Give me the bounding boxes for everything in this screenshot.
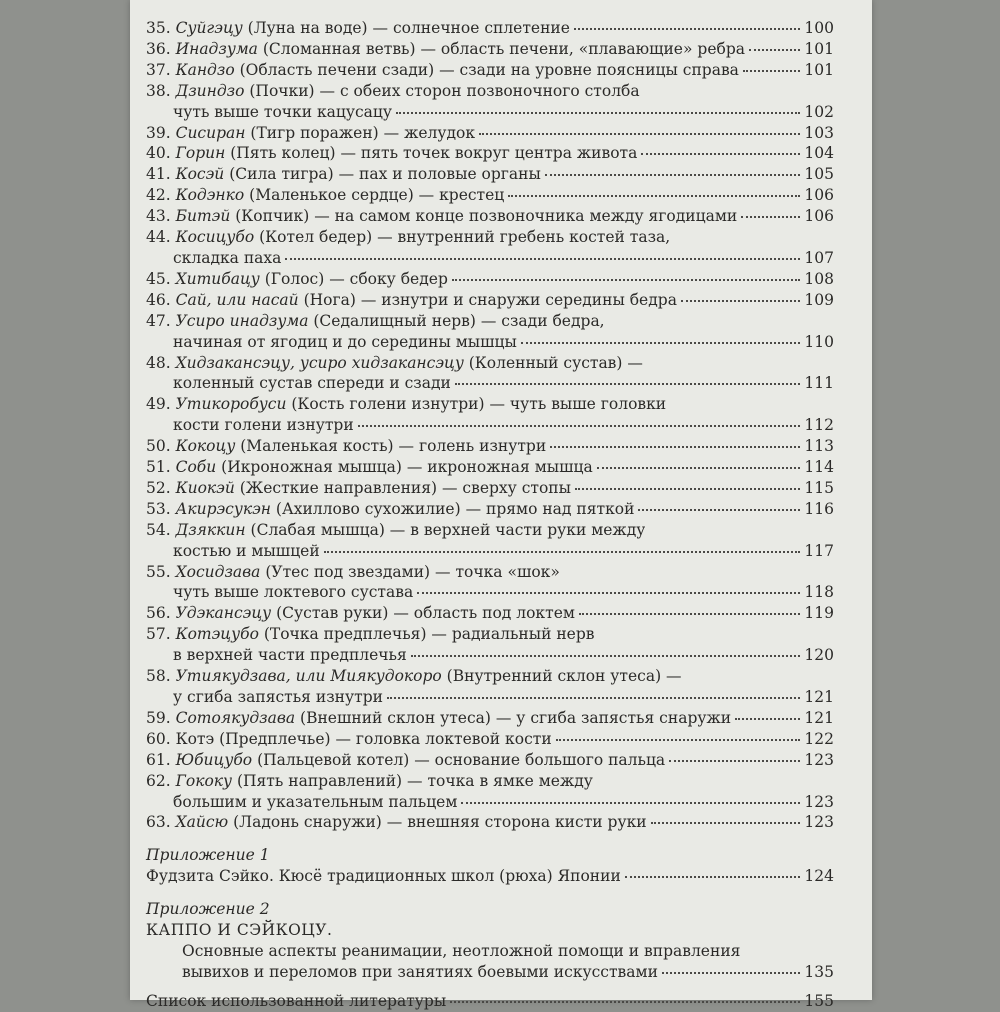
toc-entry	[146, 311, 834, 353]
entry-page: 102	[804, 102, 834, 121]
toc-entry	[146, 771, 834, 813]
entry-term: Усиро инадзума	[175, 311, 309, 330]
toc-entry	[146, 499, 834, 520]
entry-page: 121	[804, 708, 834, 727]
entry-description: (Слабая мышца) — в верхней части руки между	[245, 520, 646, 539]
dot-leader	[735, 717, 800, 720]
appendix-2-line-1: Основные аспекты реанимации, неотложной помощи и вправления	[182, 941, 741, 960]
toc-entry-text	[146, 812, 647, 833]
entry-page: 103	[804, 123, 834, 142]
toc-entry-line	[146, 457, 834, 478]
entry-description: (Седалищный нерв) — сзади бедра,	[308, 311, 605, 330]
toc-entry	[146, 603, 834, 624]
dot-leader	[358, 424, 800, 427]
entry-number: 44.	[146, 228, 171, 247]
entry-page: 112	[804, 416, 834, 435]
entry-number: 53.	[146, 499, 171, 518]
toc-entry-line	[146, 290, 834, 311]
toc-entry	[146, 394, 834, 436]
toc-entry-text	[146, 353, 643, 374]
entry-number: 40.	[146, 144, 171, 163]
toc-entry	[146, 206, 834, 227]
toc-entry-text	[146, 60, 739, 81]
toc-entry-text	[146, 18, 570, 39]
dot-leader	[743, 69, 800, 72]
entry-description: (Жесткие направления) — сверху стопы	[234, 478, 571, 497]
toc-entry-continuation	[146, 332, 834, 353]
literature-text: Список использованной литературы	[146, 991, 447, 1010]
entry-number: 58.	[146, 667, 171, 686]
entry-term: Косэй	[175, 165, 225, 184]
entry-page: 123	[804, 813, 834, 832]
appendix-1-title: Приложение 1	[146, 846, 270, 865]
entry-number: 37.	[146, 60, 171, 79]
entry-description: (Внешний склон утеса) — у сгиба запястья снаружи	[295, 708, 732, 727]
entry-page: 121	[804, 688, 834, 706]
dot-leader	[452, 278, 800, 281]
entry-term: Инадзума	[175, 39, 258, 58]
toc-entry-continuation	[146, 687, 834, 708]
entry-continuation: чуть выше локтевого сустава	[173, 583, 414, 602]
entry-number: 45.	[146, 269, 171, 288]
toc-entry-line	[146, 39, 834, 60]
appendix-1-page: 124	[804, 867, 834, 886]
entry-page: 105	[804, 165, 834, 184]
toc-entry-text	[146, 394, 666, 415]
toc-entry	[146, 123, 834, 144]
dot-leader	[479, 132, 800, 135]
dot-leader	[387, 696, 800, 699]
entry-description: Котэ (Предплечье) — головка локтевой кости	[175, 729, 552, 748]
entry-description: (Маленькая кость) — голень изнутри	[235, 437, 547, 456]
literature-line	[146, 991, 834, 1012]
literature-page: 155	[804, 991, 834, 1010]
entry-description: (Икроножная мышца) — икроножная мышца	[216, 458, 593, 477]
entry-term: Удэкансэцу	[175, 604, 272, 623]
appendix-1	[146, 845, 834, 887]
toc-entry-text	[146, 185, 504, 206]
toc-entry-line	[146, 123, 834, 144]
dot-leader	[662, 971, 800, 974]
entry-term: Дзиндзо	[175, 81, 245, 100]
toc-entry-line	[146, 812, 834, 833]
entry-page: 106	[804, 186, 834, 205]
toc-entry-line	[146, 81, 834, 102]
toc-entry-line	[146, 394, 834, 415]
toc-entry	[146, 143, 834, 164]
entry-continuation: складка паха	[173, 248, 282, 267]
entry-number: 48.	[146, 353, 171, 372]
entry-term: Утиякудзава, или Миякудокоро	[175, 667, 442, 686]
entry-number: 59.	[146, 708, 171, 727]
toc-entry-line	[146, 227, 834, 248]
toc-entry-text	[146, 603, 575, 624]
entry-continuation: у сгиба запястья изнутри	[173, 688, 383, 706]
toc-entry-text	[146, 143, 637, 164]
entry-number: 46.	[146, 290, 171, 309]
toc-entry-continuation	[146, 415, 834, 436]
toc-entry	[146, 624, 834, 666]
entry-continuation: чуть выше точки кацусацу	[173, 102, 393, 121]
entry-number: 49.	[146, 395, 171, 414]
entry-description: (Кость голени изнутри) — чуть выше головки	[286, 395, 667, 414]
entry-page: 108	[804, 269, 834, 288]
dot-leader	[669, 759, 800, 762]
toc-entry-line	[146, 708, 834, 729]
entry-number: 41.	[146, 165, 171, 184]
toc-entry-line	[146, 603, 834, 624]
entry-term: Хосидзава	[175, 562, 261, 581]
entry-number: 51.	[146, 458, 171, 477]
toc-entry	[146, 750, 834, 771]
toc-entry-line	[146, 520, 834, 541]
toc-entry-continuation	[146, 582, 834, 603]
toc-entry-line	[146, 353, 834, 374]
dot-leader	[597, 466, 800, 469]
dot-leader	[749, 48, 800, 51]
dot-leader	[455, 382, 800, 385]
toc-entry-text	[146, 771, 593, 792]
entry-term: Сотоякудзава	[175, 708, 296, 727]
entry-description: (Почки) — с обеих сторон позвоночного столба	[244, 81, 640, 100]
toc-entry	[146, 708, 834, 729]
entry-term: Косицубо	[175, 228, 255, 247]
entry-description: (Сила тигра) — пах и половые органы	[224, 165, 541, 184]
entry-page: 101	[804, 60, 834, 79]
dot-leader	[417, 591, 800, 594]
appendix-1-text: Фудзита Сэйко. Кюсё традиционных школ (рюха) Японии	[146, 867, 621, 886]
appendix-1-line	[146, 866, 834, 887]
dot-leader	[508, 194, 800, 197]
entry-number: 36.	[146, 39, 171, 58]
entry-number: 55.	[146, 562, 171, 581]
dot-leader	[545, 173, 800, 176]
entry-term: Гококу	[175, 771, 233, 790]
dot-leader	[450, 1000, 800, 1003]
entry-description: (Сломанная ветвь) — область печени, «плавающие» ребра	[257, 39, 745, 58]
entry-page: 119	[804, 604, 834, 623]
toc-entry-text	[146, 666, 682, 687]
entry-term: Котэцубо	[175, 625, 259, 644]
toc-entry-text	[146, 708, 731, 729]
entry-term: Дзяккин	[175, 520, 246, 539]
dot-leader	[575, 487, 800, 490]
entry-term: Утикоробуси	[175, 395, 287, 414]
toc-entry-text	[146, 457, 593, 478]
entry-continuation: большим и указательным пальцем	[173, 792, 458, 811]
entry-page: 114	[804, 458, 834, 477]
appendix-2-line-2	[146, 962, 834, 983]
entry-number: 54.	[146, 520, 171, 539]
toc-entry-text	[146, 81, 640, 102]
dot-leader	[411, 654, 800, 657]
entry-number: 42.	[146, 186, 171, 205]
entry-page: 123	[804, 792, 834, 811]
literature-entry	[146, 991, 834, 1012]
dot-leader	[638, 508, 800, 511]
toc-entry-text	[146, 624, 594, 645]
toc-entry-line	[146, 269, 834, 290]
toc-entry-line	[146, 499, 834, 520]
entry-term: Акирэсукэн	[175, 499, 271, 518]
toc-entry	[146, 60, 834, 81]
dot-leader	[521, 341, 800, 344]
toc-entry-text	[146, 562, 560, 583]
entry-term: Сай, или насай	[175, 290, 299, 309]
entry-number: 50.	[146, 437, 171, 456]
toc-entry	[146, 436, 834, 457]
toc-entry-line	[146, 729, 834, 750]
entry-number: 61.	[146, 750, 171, 769]
toc-entry-text	[146, 269, 448, 290]
entry-continuation: коленный сустав спереди и сзади	[173, 374, 451, 393]
entry-page: 115	[804, 478, 834, 497]
appendix-2-heading: КАППО И СЭЙКОЦУ.	[146, 921, 333, 940]
entry-description: (Пальцевой котел) — основание большого пальца	[252, 750, 666, 769]
toc-entry	[146, 81, 834, 123]
entry-term: Горин	[175, 144, 226, 163]
toc-entry-line	[146, 143, 834, 164]
entry-description: (Голос) — сбоку бедер	[259, 269, 448, 288]
toc-entry-line	[146, 478, 834, 499]
toc-entry-text	[146, 227, 670, 248]
toc-entry	[146, 457, 834, 478]
entry-page: 120	[804, 646, 834, 665]
entry-page: 107	[804, 248, 834, 267]
entry-description: (Котел бедер) — внутренний гребень костей таза,	[254, 228, 671, 247]
toc-entry-line	[146, 562, 834, 583]
toc-entry-line	[146, 436, 834, 457]
toc-entry-text	[146, 39, 745, 60]
toc-entry-line	[146, 185, 834, 206]
entry-page: 117	[804, 541, 834, 560]
entry-description: (Тигр поражен) — желудок	[245, 123, 476, 142]
toc-entry	[146, 812, 834, 833]
entry-description: (Область печени сзади) — сзади на уровне поясницы справа	[234, 60, 739, 79]
entry-description: (Точка предплечья) — радиальный нерв	[258, 625, 595, 644]
entry-term: Киокэй	[175, 478, 235, 497]
entry-term: Битэй	[175, 207, 231, 226]
entry-description: (Ладонь снаружи) — внешняя сторона кисти руки	[228, 813, 647, 832]
toc-entry	[146, 478, 834, 499]
entry-continuation: костью и мышцей	[173, 541, 320, 560]
entry-continuation: в верхней части предплечья	[173, 646, 407, 665]
entry-number: 63.	[146, 813, 171, 832]
toc-entry-continuation	[146, 541, 834, 562]
toc-entry	[146, 164, 834, 185]
toc-entry	[146, 520, 834, 562]
toc-entry	[146, 227, 834, 269]
entry-number: 39.	[146, 123, 171, 142]
entry-page: 122	[804, 729, 834, 748]
toc-entry-text	[146, 206, 737, 227]
entry-continuation: кости голени изнутри	[173, 416, 354, 435]
toc-entry	[146, 185, 834, 206]
entry-page: 116	[804, 499, 834, 518]
toc-entry-line	[146, 164, 834, 185]
entry-description: (Маленькое сердце) — крестец	[244, 186, 505, 205]
toc-entry-text	[146, 436, 546, 457]
toc-entries	[146, 18, 834, 833]
entry-description: (Луна на воде) — солнечное сплетение	[242, 19, 570, 37]
entry-page: 123	[804, 750, 834, 769]
appendix-2-title: Приложение 2	[146, 900, 270, 919]
toc-entry-continuation	[146, 645, 834, 666]
dot-leader	[285, 257, 800, 260]
entry-number: 62.	[146, 771, 171, 790]
entry-term: Суйгэцу	[175, 19, 243, 37]
entry-page: 111	[804, 374, 834, 393]
toc-entry-text	[146, 290, 677, 311]
toc-entry-continuation	[146, 792, 834, 813]
entry-number: 56.	[146, 604, 171, 623]
dot-leader	[461, 801, 800, 804]
entry-continuation: начиная от ягодиц и до середины мышцы	[173, 332, 517, 351]
toc-entry	[146, 562, 834, 604]
entry-term: Хидзакансэцу, усиро хидзакансэцу	[175, 353, 464, 372]
entry-number: 57.	[146, 625, 171, 644]
dot-leader	[579, 612, 800, 615]
entry-description: (Нога) — изнутри и снаружи середины бедра	[298, 290, 677, 309]
toc-entry	[146, 666, 834, 708]
entry-page: 101	[804, 39, 834, 58]
toc-entry-text	[146, 750, 665, 771]
entry-number: 38.	[146, 81, 171, 100]
toc-entry-line	[146, 311, 834, 332]
dot-leader	[550, 445, 800, 448]
toc-entry-text	[146, 478, 571, 499]
entry-number: 35.	[146, 19, 171, 37]
entry-description: (Копчик) — на самом конце позвоночника между ягодицами	[230, 207, 738, 226]
entry-term: Кандзо	[175, 60, 235, 79]
dot-leader	[574, 27, 800, 30]
toc-entry-text	[146, 311, 605, 332]
entry-number: 47.	[146, 311, 171, 330]
toc-entry	[146, 269, 834, 290]
toc-entry-line	[146, 666, 834, 687]
entry-description: (Ахиллово сухожилие) — прямо над пяткой	[271, 499, 635, 518]
dot-leader	[741, 215, 800, 218]
entry-description: (Пять направлений) — точка в ямке между	[232, 771, 593, 790]
toc-entry	[146, 729, 834, 750]
toc-entry-continuation	[146, 373, 834, 394]
dot-leader	[681, 299, 800, 302]
entry-description: (Внутренний склон утеса) —	[441, 667, 682, 686]
toc-entry-line	[146, 750, 834, 771]
entry-page: 109	[804, 290, 834, 309]
entry-term: Кокоцу	[175, 437, 236, 456]
appendix-2-page: 135	[804, 962, 834, 981]
entry-page: 100	[804, 19, 834, 37]
dot-leader	[651, 821, 800, 824]
dot-leader	[556, 738, 800, 741]
dot-leader	[396, 111, 800, 114]
toc-entry-line	[146, 60, 834, 81]
entry-description: (Коленный сустав) —	[463, 353, 643, 372]
appendix-2	[146, 899, 834, 983]
toc-entry-line	[146, 624, 834, 645]
entry-term: Хайсю	[175, 813, 229, 832]
toc-entry-line	[146, 771, 834, 792]
toc-entry-text	[146, 520, 645, 541]
table-of-contents	[146, 18, 834, 1012]
entry-number: 52.	[146, 478, 171, 497]
toc-entry-text	[146, 123, 475, 144]
dot-leader	[324, 550, 800, 553]
toc-entry-text	[146, 164, 541, 185]
dot-leader	[625, 875, 800, 878]
toc-entry-continuation	[146, 248, 834, 269]
toc-entry	[146, 353, 834, 395]
entry-page: 113	[804, 437, 834, 456]
toc-entry-line	[146, 18, 834, 39]
entry-term: Кодэнко	[175, 186, 245, 205]
toc-entry	[146, 18, 834, 39]
toc-entry-line	[146, 206, 834, 227]
toc-entry-text	[146, 729, 552, 750]
entry-description: (Сустав руки) — область под локтем	[271, 604, 575, 623]
entry-term: Юбицубо	[175, 750, 253, 769]
entry-description: (Утес под звездами) — точка «шок»	[260, 562, 560, 581]
entry-page: 106	[804, 207, 834, 226]
entry-page: 118	[804, 583, 834, 602]
entry-term: Соби	[175, 458, 217, 477]
entry-number: 60.	[146, 729, 171, 748]
toc-entry-text	[146, 499, 634, 520]
entry-page: 104	[804, 144, 834, 163]
toc-entry	[146, 290, 834, 311]
entry-term: Сисиран	[175, 123, 246, 142]
dot-leader	[641, 152, 800, 155]
entry-number: 43.	[146, 207, 171, 226]
appendix-2-line-2-text: вывихов и переломов при занятиях боевыми искусствами	[182, 962, 658, 981]
toc-entry-continuation	[146, 102, 834, 123]
entry-description: (Пять колец) — пять точек вокруг центра живота	[225, 144, 638, 163]
entry-page: 110	[804, 332, 834, 351]
entry-term: Хитибацу	[175, 269, 260, 288]
toc-entry	[146, 39, 834, 60]
